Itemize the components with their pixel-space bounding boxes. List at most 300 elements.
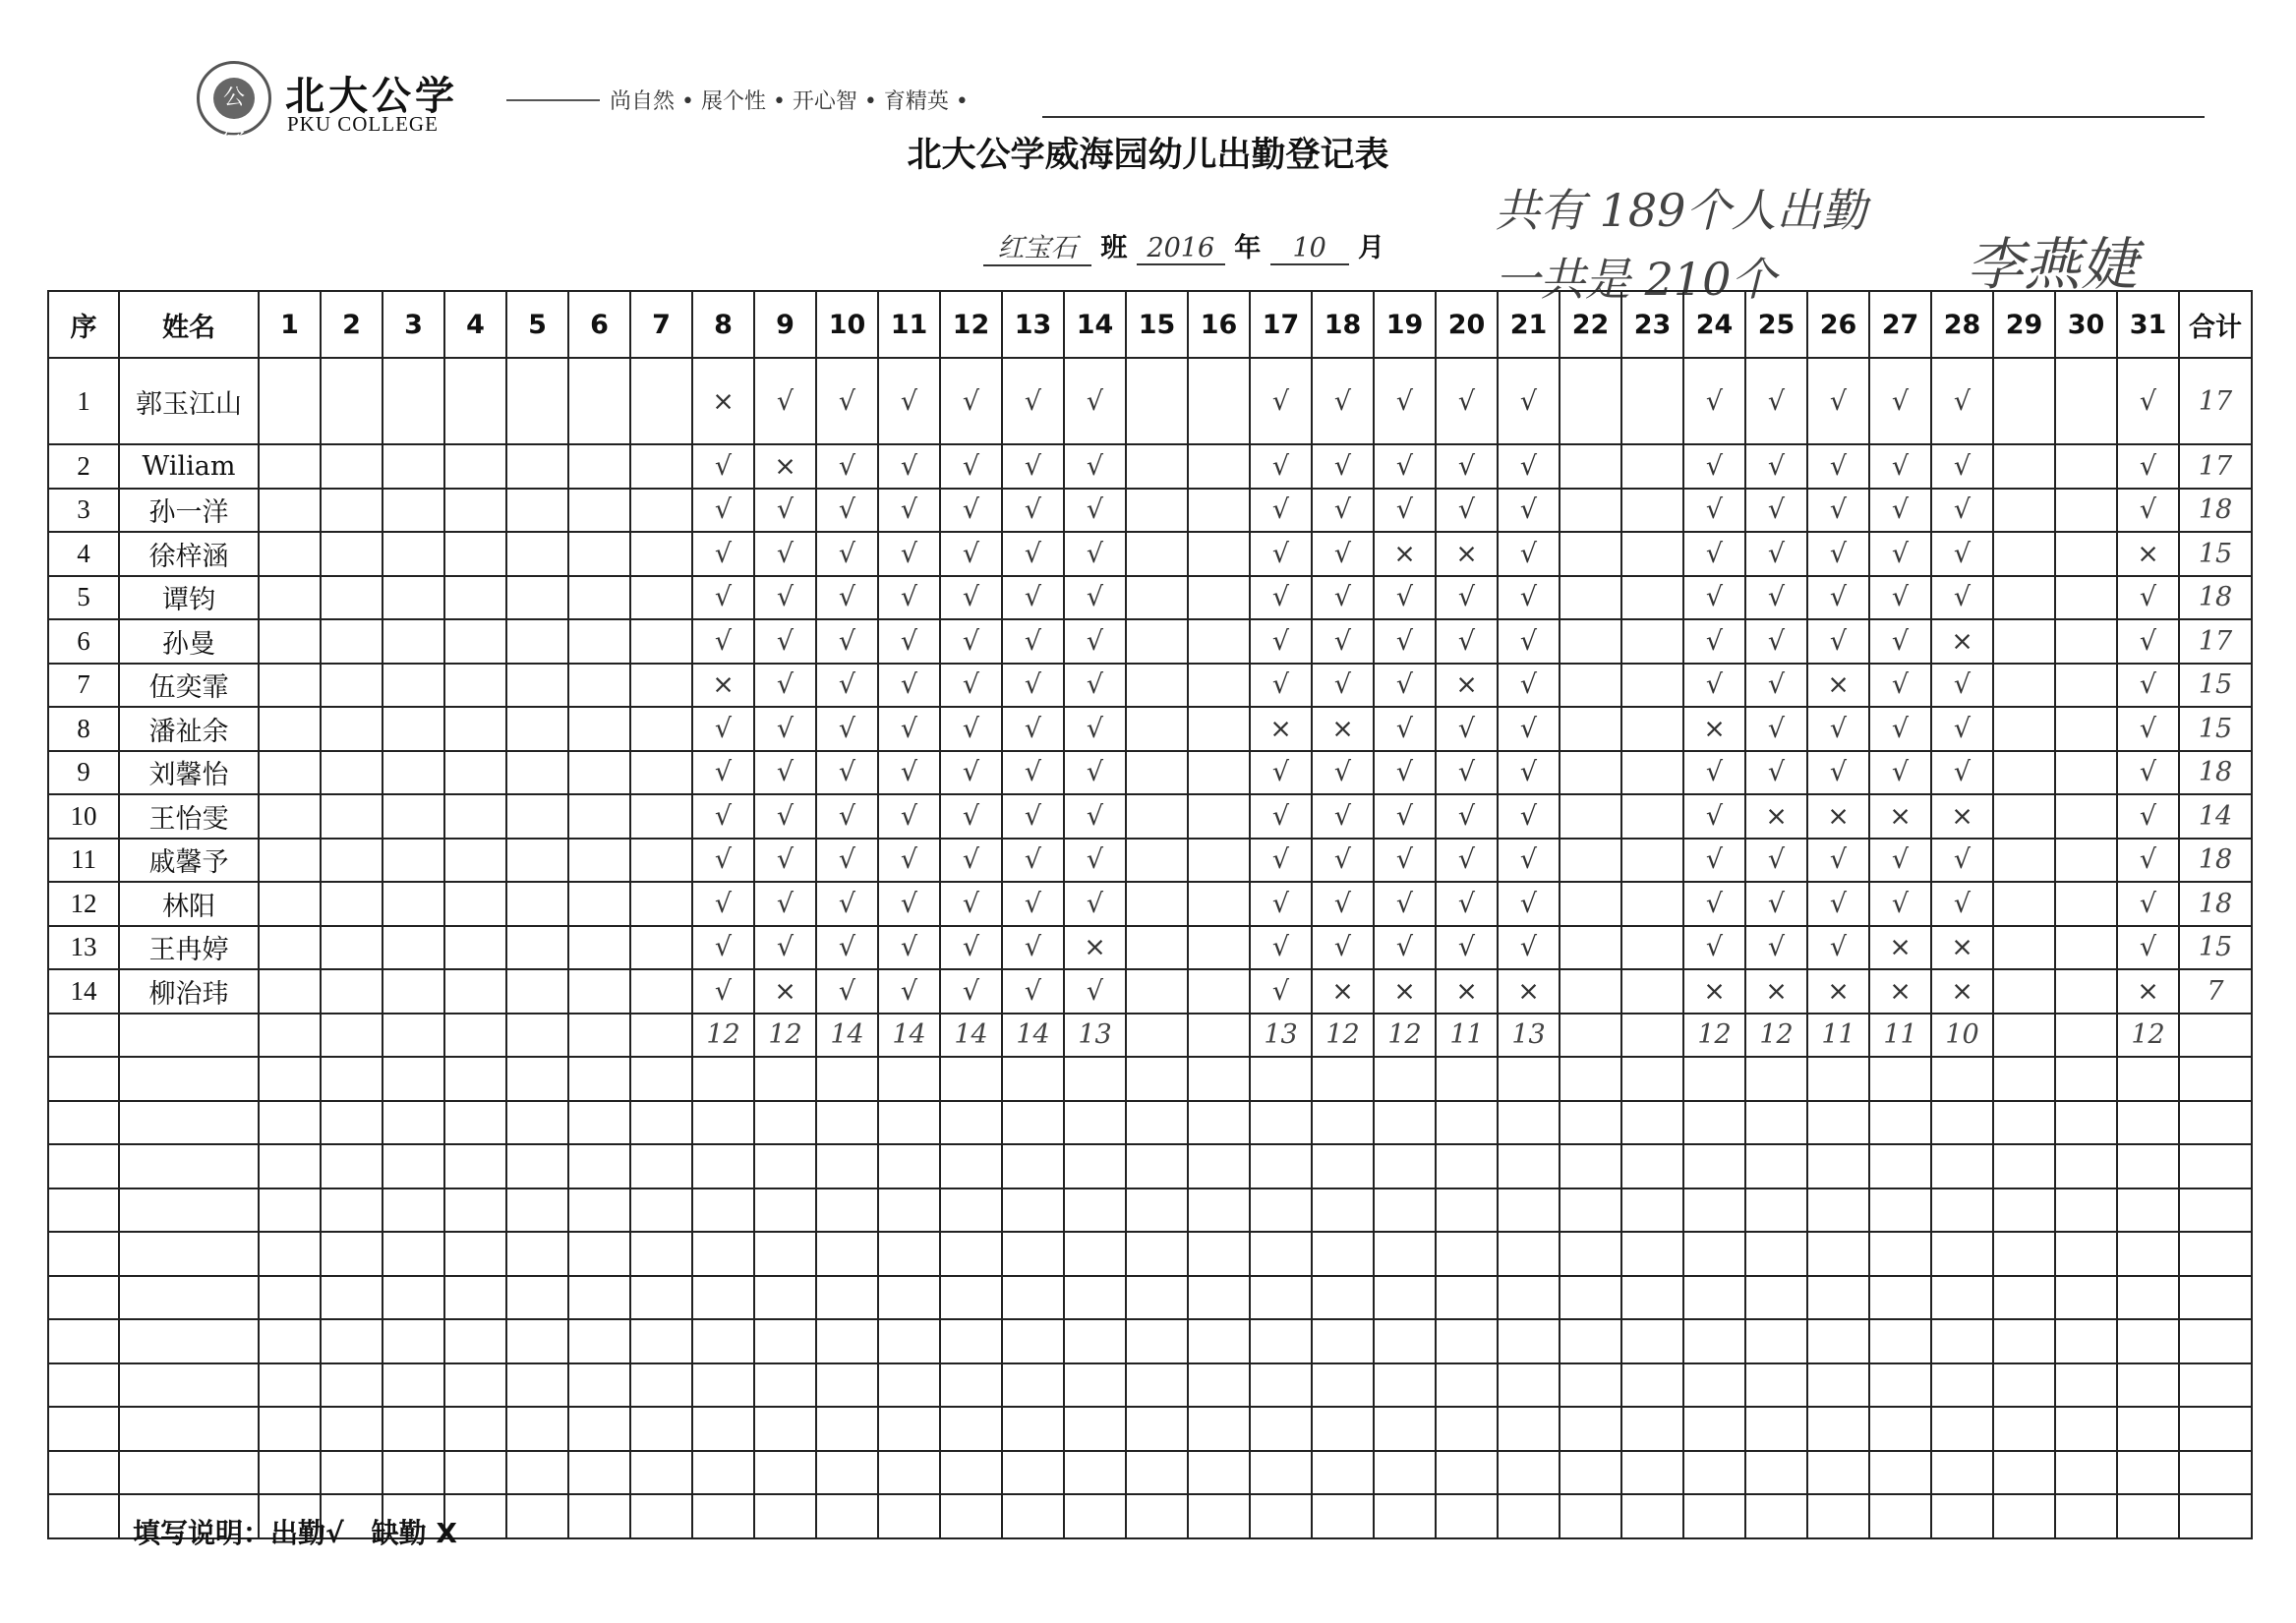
empty-cell [383, 1319, 444, 1363]
day-header: 27 [1869, 291, 1931, 358]
daily-total-empty [259, 1014, 321, 1058]
empty-cell [1436, 1144, 1498, 1188]
empty-cell [1993, 1057, 2055, 1101]
student-total: 17 [2179, 444, 2252, 489]
empty-cell [1312, 1057, 1374, 1101]
attendance-cell [383, 358, 444, 444]
empty-cell [1188, 1451, 1250, 1495]
empty-cell [1683, 1319, 1745, 1363]
empty-cell [754, 1363, 816, 1408]
empty-cell [383, 1276, 444, 1320]
day-header: 29 [1993, 291, 2055, 358]
empty-cell [754, 1101, 816, 1145]
attendance-mark: √ [1683, 576, 1745, 620]
empty-cell [383, 1188, 444, 1233]
attendance-mark: √ [1374, 619, 1436, 664]
empty-cell [568, 1101, 630, 1145]
day-header: 2 [321, 291, 383, 358]
attendance-mark: √ [2117, 839, 2179, 883]
attendance-mark: √ [1002, 839, 1064, 883]
attendance-mark: √ [1064, 664, 1126, 708]
school-motto: 尚自然 • 展个性 • 开心智 • 育精英 • [610, 89, 969, 114]
attendance-mark: √ [2117, 358, 2179, 444]
empty-cell [2117, 1144, 2179, 1188]
daily-total-empty [630, 1014, 692, 1058]
attendance-cell [383, 576, 444, 620]
attendance-cell [383, 619, 444, 664]
empty-cell [1188, 1232, 1250, 1276]
empty-cell [1869, 1101, 1931, 1145]
day-header: 8 [692, 291, 754, 358]
student-total: 15 [2179, 707, 2252, 751]
attendance-cell [506, 707, 568, 751]
attendance-mark: √ [754, 489, 816, 533]
attendance-cell [1126, 794, 1188, 839]
attendance-mark: × [2117, 969, 2179, 1014]
empty-cell [2179, 1319, 2252, 1363]
empty-cell [2179, 1451, 2252, 1495]
attendance-cell [1560, 707, 1621, 751]
attendance-cell [506, 444, 568, 489]
attendance-cell [321, 794, 383, 839]
day-header: 13 [1002, 291, 1064, 358]
attendance-mark: √ [1250, 358, 1312, 444]
empty-cell [878, 1494, 940, 1538]
empty-cell [1436, 1101, 1498, 1145]
row-seq: 10 [48, 794, 119, 839]
attendance-cell [259, 882, 321, 926]
student-row [48, 619, 2252, 664]
attendance-cell [1188, 751, 1250, 795]
attendance-cell [1126, 882, 1188, 926]
attendance-mark: √ [1064, 444, 1126, 489]
attendance-mark: √ [1002, 926, 1064, 970]
attendance-cell [1560, 882, 1621, 926]
attendance-mark: √ [816, 619, 878, 664]
empty-cell [1002, 1057, 1064, 1101]
empty-cell [1621, 1188, 1683, 1233]
empty-cell [119, 1276, 259, 1320]
attendance-cell [630, 489, 692, 533]
attendance-cell [506, 619, 568, 664]
attendance-mark: √ [878, 794, 940, 839]
empty-cell [1126, 1101, 1188, 1145]
attendance-mark: √ [1931, 839, 1993, 883]
logo-emblem-mark: 公学 [213, 78, 255, 119]
empty-cell [630, 1101, 692, 1145]
attendance-cell [506, 751, 568, 795]
student-row [48, 444, 2252, 489]
totals-sum-cell [2179, 1014, 2252, 1058]
empty-cell [878, 1407, 940, 1451]
month-value: 10 [1270, 233, 1349, 265]
empty-cell [630, 1276, 692, 1320]
empty-row [48, 1276, 2252, 1320]
class-date-line [983, 226, 1384, 266]
attendance-cell [1188, 882, 1250, 926]
empty-cell [940, 1363, 1002, 1408]
empty-cell [383, 1363, 444, 1408]
empty-cell [1560, 1057, 1621, 1101]
attendance-cell [444, 794, 506, 839]
empty-cell [878, 1319, 940, 1363]
attendance-mark: √ [692, 576, 754, 620]
empty-cell [1374, 1232, 1436, 1276]
attendance-cell [2055, 969, 2117, 1014]
empty-cell [1250, 1407, 1312, 1451]
attendance-cell [1126, 839, 1188, 883]
empty-cell [1560, 1319, 1621, 1363]
attendance-mark: √ [1683, 358, 1745, 444]
empty-cell [1250, 1101, 1312, 1145]
empty-cell [119, 1407, 259, 1451]
attendance-cell [259, 576, 321, 620]
empty-cell [2179, 1494, 2252, 1538]
attendance-cell [1621, 926, 1683, 970]
empty-cell [1683, 1101, 1745, 1145]
empty-cell [2179, 1407, 2252, 1451]
empty-cell [1745, 1188, 1807, 1233]
empty-cell [2055, 1363, 2117, 1408]
empty-cell [259, 1363, 321, 1408]
empty-cell [1498, 1319, 1560, 1363]
attendance-cell [444, 489, 506, 533]
empty-cell [568, 1057, 630, 1101]
attendance-mark: √ [1869, 444, 1931, 489]
empty-cell [754, 1407, 816, 1451]
attendance-mark: √ [878, 576, 940, 620]
empty-cell [1993, 1451, 2055, 1495]
empty-cell [1621, 1319, 1683, 1363]
attendance-mark: √ [2117, 882, 2179, 926]
empty-cell [1993, 1363, 2055, 1408]
empty-cell [630, 1057, 692, 1101]
attendance-mark: √ [754, 707, 816, 751]
empty-cell [1374, 1494, 1436, 1538]
attendance-cell [321, 882, 383, 926]
attendance-cell [1621, 532, 1683, 576]
attendance-mark: √ [1374, 664, 1436, 708]
attendance-mark: √ [1683, 839, 1745, 883]
empty-cell [1374, 1319, 1436, 1363]
attendance-mark: √ [1250, 576, 1312, 620]
empty-cell [1436, 1407, 1498, 1451]
attendance-cell [2055, 839, 2117, 883]
attendance-cell [1188, 794, 1250, 839]
empty-cell [1931, 1057, 1993, 1101]
student-name: 孙曼 [119, 619, 259, 664]
day-header: 5 [506, 291, 568, 358]
attendance-mark: √ [692, 619, 754, 664]
empty-cell [1683, 1494, 1745, 1538]
empty-cell [1993, 1101, 2055, 1145]
attendance-table [47, 290, 2253, 1539]
empty-cell [2117, 1057, 2179, 1101]
empty-cell [119, 1057, 259, 1101]
empty-cell [1621, 1101, 1683, 1145]
empty-cell [568, 1494, 630, 1538]
empty-cell [444, 1232, 506, 1276]
empty-cell [2117, 1276, 2179, 1320]
student-name: 戚馨予 [119, 839, 259, 883]
attendance-cell [444, 751, 506, 795]
attendance-mark: √ [1436, 358, 1498, 444]
attendance-mark: √ [1250, 444, 1312, 489]
empty-cell [1745, 1057, 1807, 1101]
empty-cell [1064, 1276, 1126, 1320]
empty-cell [1250, 1494, 1312, 1538]
empty-cell [754, 1188, 816, 1233]
empty-cell [506, 1451, 568, 1495]
attendance-cell [568, 576, 630, 620]
empty-cell [1312, 1494, 1374, 1538]
attendance-mark: √ [940, 751, 1002, 795]
empty-cell [444, 1363, 506, 1408]
empty-cell [1374, 1363, 1436, 1408]
attendance-mark: √ [1436, 839, 1498, 883]
student-name: Wiliam [119, 444, 259, 489]
attendance-mark: × [1869, 969, 1931, 1014]
attendance-cell [506, 358, 568, 444]
empty-cell [754, 1144, 816, 1188]
empty-cell [383, 1101, 444, 1145]
attendance-cell [444, 664, 506, 708]
attendance-mark: √ [1745, 926, 1807, 970]
attendance-mark: × [1807, 664, 1869, 708]
empty-cell [1993, 1188, 2055, 1233]
empty-cell [1745, 1232, 1807, 1276]
attendance-mark: √ [940, 926, 1002, 970]
empty-cell [1188, 1276, 1250, 1320]
empty-cell [816, 1101, 878, 1145]
attendance-cell [568, 444, 630, 489]
empty-cell [444, 1144, 506, 1188]
attendance-mark: √ [1250, 664, 1312, 708]
attendance-mark: √ [1374, 926, 1436, 970]
attendance-mark: √ [1436, 576, 1498, 620]
attendance-mark: √ [1683, 532, 1745, 576]
student-total: 18 [2179, 751, 2252, 795]
empty-cell [1745, 1101, 1807, 1145]
row-seq: 4 [48, 532, 119, 576]
empty-cell [259, 1276, 321, 1320]
attendance-cell [1993, 489, 2055, 533]
empty-cell [1436, 1319, 1498, 1363]
empty-cell [383, 1407, 444, 1451]
student-name: 郭玉江山 [119, 358, 259, 444]
attendance-cell [2055, 794, 2117, 839]
attendance-mark: √ [816, 358, 878, 444]
attendance-mark: × [1436, 664, 1498, 708]
logo-emblem-icon [197, 61, 271, 151]
empty-cell [692, 1057, 754, 1101]
attendance-cell [1621, 489, 1683, 533]
attendance-mark: √ [1312, 882, 1374, 926]
empty-cell [1126, 1319, 1188, 1363]
attendance-cell [1126, 751, 1188, 795]
attendance-cell [630, 926, 692, 970]
attendance-cell [1188, 969, 1250, 1014]
attendance-cell [383, 707, 444, 751]
empty-cell [630, 1451, 692, 1495]
student-name: 谭钧 [119, 576, 259, 620]
student-total: 18 [2179, 576, 2252, 620]
attendance-mark: √ [1807, 751, 1869, 795]
empty-cell [2055, 1319, 2117, 1363]
attendance-cell [321, 707, 383, 751]
attendance-mark: √ [940, 619, 1002, 664]
attendance-mark: √ [1869, 489, 1931, 533]
attendance-mark: √ [1683, 619, 1745, 664]
row-seq: 11 [48, 839, 119, 883]
attendance-mark: × [692, 664, 754, 708]
empty-cell [630, 1319, 692, 1363]
attendance-mark: √ [878, 839, 940, 883]
attendance-mark: √ [1374, 489, 1436, 533]
attendance-cell [1621, 839, 1683, 883]
attendance-mark: √ [816, 489, 878, 533]
empty-cell [1002, 1407, 1064, 1451]
empty-cell [878, 1232, 940, 1276]
attendance-mark: √ [1064, 532, 1126, 576]
attendance-cell [1126, 444, 1188, 489]
empty-cell [878, 1057, 940, 1101]
attendance-mark: √ [816, 969, 878, 1014]
attendance-mark: √ [1312, 444, 1374, 489]
attendance-cell [321, 664, 383, 708]
attendance-cell [568, 751, 630, 795]
attendance-mark: √ [1683, 926, 1745, 970]
empty-cell [1250, 1188, 1312, 1233]
attendance-cell [630, 576, 692, 620]
empty-cell [119, 1101, 259, 1145]
attendance-cell [630, 882, 692, 926]
attendance-cell [321, 532, 383, 576]
attendance-mark: × [692, 358, 754, 444]
student-row [48, 969, 2252, 1014]
attendance-mark: × [1931, 619, 1993, 664]
empty-cell [1064, 1363, 1126, 1408]
attendance-cell [568, 532, 630, 576]
attendance-cell [568, 619, 630, 664]
attendance-cell [444, 839, 506, 883]
empty-cell [2055, 1451, 2117, 1495]
day-header: 12 [940, 291, 1002, 358]
attendance-mark: √ [2117, 576, 2179, 620]
attendance-mark: √ [940, 969, 1002, 1014]
attendance-mark: √ [1869, 532, 1931, 576]
row-seq: 9 [48, 751, 119, 795]
attendance-cell [259, 839, 321, 883]
attendance-cell [1560, 532, 1621, 576]
empty-cell [1002, 1232, 1064, 1276]
attendance-mark: √ [1374, 839, 1436, 883]
attendance-mark: √ [1312, 532, 1374, 576]
attendance-mark: √ [1002, 794, 1064, 839]
attendance-mark: √ [1807, 707, 1869, 751]
empty-cell [444, 1101, 506, 1145]
day-header: 14 [1064, 291, 1126, 358]
daily-total: 10 [1931, 1014, 1993, 1058]
attendance-mark: √ [1931, 707, 1993, 751]
empty-cell [1064, 1407, 1126, 1451]
empty-cell [1188, 1407, 1250, 1451]
attendance-mark: √ [1436, 751, 1498, 795]
attendance-cell [321, 751, 383, 795]
attendance-mark: √ [940, 882, 1002, 926]
student-name: 潘祉余 [119, 707, 259, 751]
daily-total-empty [1993, 1014, 2055, 1058]
empty-cell [1126, 1451, 1188, 1495]
attendance-cell [321, 576, 383, 620]
daily-total: 14 [940, 1014, 1002, 1058]
attendance-mark: √ [1436, 707, 1498, 751]
empty-cell [568, 1363, 630, 1408]
empty-cell [1807, 1363, 1869, 1408]
empty-cell [1560, 1188, 1621, 1233]
daily-total: 14 [878, 1014, 940, 1058]
empty-cell [506, 1276, 568, 1320]
empty-cell [1188, 1057, 1250, 1101]
attendance-mark: √ [1807, 926, 1869, 970]
attendance-mark: √ [816, 839, 878, 883]
attendance-cell [568, 882, 630, 926]
empty-cell [444, 1276, 506, 1320]
attendance-cell [1560, 489, 1621, 533]
attendance-cell [1126, 358, 1188, 444]
row-seq: 7 [48, 664, 119, 708]
empty-cell [2117, 1319, 2179, 1363]
attendance-mark: √ [1745, 751, 1807, 795]
empty-cell [1931, 1276, 1993, 1320]
empty-cell [321, 1232, 383, 1276]
attendance-cell [2055, 619, 2117, 664]
daily-total-empty [444, 1014, 506, 1058]
attendance-cell [321, 358, 383, 444]
daily-totals-row [48, 1014, 2252, 1058]
empty-cell [1560, 1232, 1621, 1276]
empty-cell [1745, 1363, 1807, 1408]
daily-total: 13 [1064, 1014, 1126, 1058]
attendance-mark: × [1250, 707, 1312, 751]
attendance-cell [259, 532, 321, 576]
empty-cell [1064, 1101, 1126, 1145]
attendance-mark: √ [1745, 489, 1807, 533]
empty-cell [1807, 1407, 1869, 1451]
attendance-mark: √ [1312, 664, 1374, 708]
empty-cell [1745, 1276, 1807, 1320]
empty-cell [1064, 1057, 1126, 1101]
empty-cell [878, 1451, 940, 1495]
attendance-mark: × [1931, 794, 1993, 839]
attendance-cell [1993, 664, 2055, 708]
attendance-cell [1560, 664, 1621, 708]
attendance-mark: √ [692, 444, 754, 489]
attendance-mark: √ [1745, 358, 1807, 444]
empty-cell [1993, 1407, 2055, 1451]
row-seq: 8 [48, 707, 119, 751]
attendance-mark: √ [2117, 926, 2179, 970]
attendance-cell [1621, 969, 1683, 1014]
attendance-cell [1621, 444, 1683, 489]
attendance-mark: √ [1002, 969, 1064, 1014]
student-row [48, 707, 2252, 751]
day-header: 18 [1312, 291, 1374, 358]
daily-total: 12 [1312, 1014, 1374, 1058]
attendance-cell [1126, 707, 1188, 751]
empty-cell [259, 1319, 321, 1363]
empty-cell [692, 1319, 754, 1363]
